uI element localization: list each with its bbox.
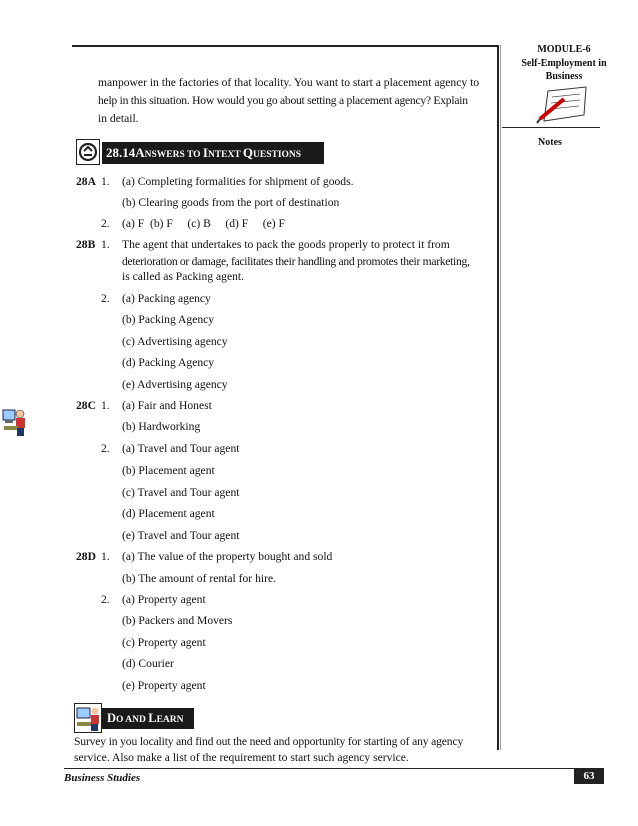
module-title-line1: Self-Employment in (521, 58, 607, 69)
module-label: MODULE-6 (537, 44, 591, 55)
intro-line-2: help in this situation. How would you go about setting a placement agency? Explain (98, 94, 468, 107)
do-learn-line-2: service. Also make a list of the requirement to start such agency service. (74, 751, 409, 764)
margin-rule-shadow (500, 45, 501, 750)
intro-line-1: manpower in the factories of that locality. You want to start a placement agency to (98, 76, 480, 89)
footer-rule (64, 768, 604, 769)
answer-28d-2a: (a) Property agent (122, 593, 206, 606)
answer-28b-2-num: 2. (101, 292, 110, 305)
notes-rule (502, 127, 600, 128)
do-and-learn-icon (74, 703, 102, 733)
answer-28d-1-num: 1. (101, 550, 110, 563)
answer-28c-1b: (b) Hardworking (122, 420, 201, 433)
page-number-badge: 63 (574, 768, 604, 784)
answer-28c-1a: (a) Fair and Honest (122, 399, 212, 412)
top-rule (72, 45, 498, 47)
notes-label: Notes (538, 137, 562, 148)
section-title-cap-q: Q (242, 145, 254, 160)
section-number: 28.14 (106, 145, 136, 160)
answer-28b-1-line3: is called as Packing agent. (122, 270, 245, 283)
answer-28c-2-num: 2. (101, 442, 110, 455)
section-title-small-q: UESTIONS (253, 150, 302, 160)
section-title-cap-i: I (202, 145, 208, 160)
answer-28d-2-num: 2. (101, 593, 110, 606)
answer-28a-1b: (b) Clearing goods from the port of destination (122, 196, 340, 209)
do-learn-small-earn: EARN (156, 715, 184, 725)
answer-28b-2c: (c) Advertising agency (122, 335, 228, 348)
answer-28b-1-line1: The agent that undertakes to pack the goods properly to protect it from (122, 238, 450, 251)
answer-28b-2a: (a) Packing agency (122, 292, 211, 305)
answer-28c-1-num: 1. (101, 399, 110, 412)
intro-line-3: in detail. (98, 112, 139, 125)
do-learn-small-o: O AND (116, 715, 149, 725)
do-learn-line-1: Survey in you locality and find out the need and opportunity for starting of any agency (74, 735, 464, 748)
answers-section-icon (76, 139, 100, 165)
answer-28a-label: 28A (76, 175, 96, 188)
answer-28d-1a: (a) The value of the property bought and sold (122, 550, 333, 563)
answer-28a-2: (a) F (b) F (c) B (d) F (e) F (122, 217, 285, 230)
answer-28b-1-line2: deterioration or damage, facilitates their handling and promotes their marketing, (122, 255, 470, 268)
answer-28b-2e: (e) Advertising agency (122, 378, 228, 391)
section-title-small-a: NSWERS TO (144, 150, 203, 160)
answers-section-heading (102, 142, 324, 164)
answer-28d-2c: (c) Property agent (122, 636, 206, 649)
answer-28c-2b: (b) Placement agent (122, 464, 215, 477)
do-and-learn-heading (102, 708, 194, 729)
do-learn-cap-d: D (107, 711, 117, 725)
answer-28b-1-num: 1. (101, 238, 110, 251)
notes-pen-icon (534, 85, 592, 125)
answer-28c-2d: (d) Placement agent (122, 507, 215, 520)
answer-28d-label: 28D (76, 550, 96, 563)
footer-title: Business Studies (64, 772, 141, 784)
answer-28c-label: 28C (76, 399, 96, 412)
answer-28b-2b: (b) Packing Agency (122, 313, 215, 326)
section-title-small-i: NTEXT (207, 150, 243, 160)
answer-28d-1b: (b) The amount of rental for hire. (122, 572, 276, 585)
answer-28a-1a: (a) Completing formalities for shipment of goods. (122, 175, 354, 188)
answer-28a-1-num: 1. (101, 175, 110, 188)
do-learn-cap-l: L (148, 711, 157, 725)
answer-28a-2-num: 2. (101, 217, 110, 230)
module-title-line2: Business (545, 71, 583, 82)
section-title-cap-a: A (135, 145, 145, 160)
answer-28c-2a: (a) Travel and Tour agent (122, 442, 240, 455)
answer-28d-2b: (b) Packers and Movers (122, 614, 233, 627)
answer-28b-label: 28B (76, 238, 96, 251)
computer-user-icon (2, 406, 26, 438)
answer-28c-2c: (c) Travel and Tour agent (122, 486, 240, 499)
answer-28d-2e: (e) Property agent (122, 679, 206, 692)
answer-28b-2d: (d) Packing Agency (122, 356, 215, 369)
answer-28c-2e: (e) Travel and Tour agent (122, 529, 240, 542)
answer-28d-2d: (d) Courier (122, 657, 174, 670)
margin-rule (497, 45, 499, 750)
